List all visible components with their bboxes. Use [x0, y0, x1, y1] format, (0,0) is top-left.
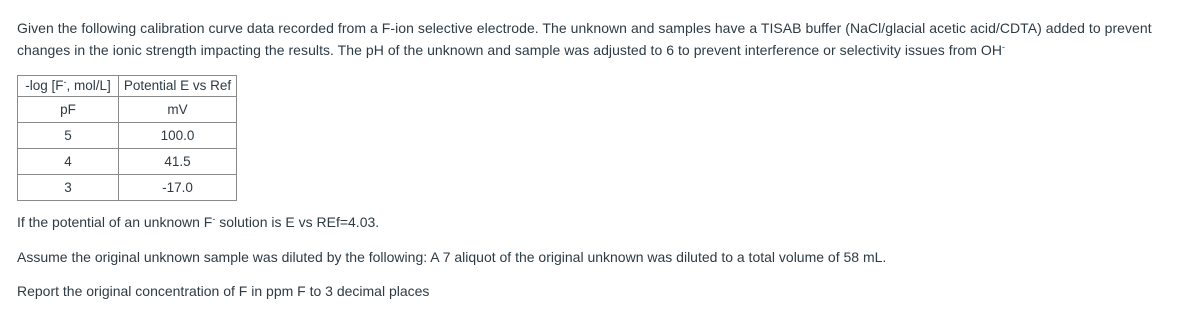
question-potential-sup: - [212, 214, 216, 224]
header-col-logf-sup: - [63, 77, 67, 87]
header-col-logf-prefix: -log [F [25, 78, 64, 93]
unit-pf: pF [18, 97, 119, 123]
table-units-row [18, 97, 237, 123]
cell-pf: 5 [18, 123, 119, 149]
cell-pf: 4 [18, 149, 119, 175]
calibration-table [17, 75, 237, 201]
question-potential-suffix: solution is E vs REf=4.03. [215, 214, 380, 230]
header-col-logf-suffix: , mol/L] [66, 78, 111, 93]
header-col-logf [18, 76, 119, 97]
cell-pf: 3 [18, 175, 119, 201]
unit-mv: mV [119, 97, 237, 123]
question-potential [17, 212, 1177, 232]
intro-paragraph [17, 17, 1177, 61]
table-row [18, 149, 237, 175]
intro-text: Given the following calibration curve data recorded from a F-ion selective electrode. The unknown and samples have a TISAB buffer (NaCl/glacial acetic acid/CDTA) added to prevent changes in the ionic strength impacting the results. The pH of the unknown and sample was adjusted to 6 to prevent interference or selectivity issues from OH [17, 20, 1152, 58]
table-header-row [18, 76, 237, 97]
question-content [17, 17, 1177, 301]
cell-mv: 41.5 [119, 149, 237, 175]
header-col-potential: Potential E vs Ref [119, 76, 237, 97]
cell-mv: -17.0 [119, 175, 237, 201]
intro-superscript: - [1002, 42, 1006, 52]
question-dilution: Assume the original unknown sample was diluted by the following: A 7 aliquot of the original unknown was diluted to a total volume of 58 mL. [17, 249, 887, 265]
table-row [18, 175, 237, 201]
question-potential-prefix: If the potential of an unknown F [17, 214, 213, 230]
table-row [18, 123, 237, 149]
cell-mv: 100.0 [119, 123, 237, 149]
question-report: Report the original concentration of F in ppm F to 3 decimal places [17, 283, 430, 299]
